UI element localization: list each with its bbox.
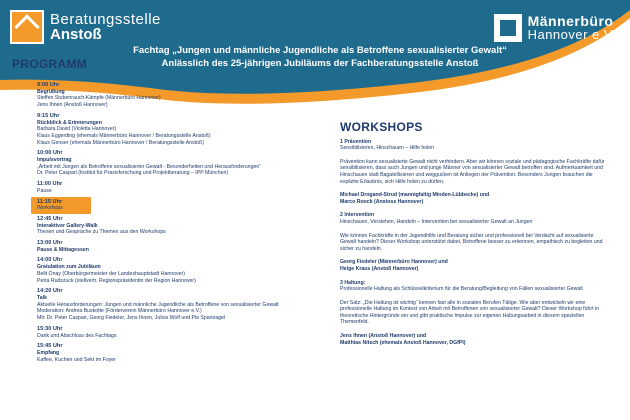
item-time: 14:00 Uhr [37,257,63,264]
programm-item [37,113,317,147]
item-line: Moderation: Andrea Buskotte (Förderverein Männerbüro Hannover e.V.) [37,308,202,315]
item-line: Pause [37,187,52,194]
item-line: Aktuelle Herausforderungen: Jungen und männliche Jugendliche als Betroffene von sexualisierter Gewalt [37,301,279,308]
item-title: Interaktiver Gallery-Walk [37,222,98,229]
workshop-description: Der Satz: „Die Haltung ist wichtig“ kennen fast alle in sozialen Berufen Tätige. Wie aber entwickeln wir eine professionelle Haltung im Kontext von Arbeit mit Betroffenen von sexualisierter Gewalt? Dieser Workshop führt in theoretische Hintergründe ein und gibt praktische Impulse zur eigenen Haltungsarbeit in diesem speziellen Themenfeld. [340,299,600,326]
workshop-presenters [340,192,610,205]
workshop-description: Prävention kann sexualisierte Gewalt nicht verhindern. Aber wir können soziale und pädagogische Fachkräfte dafür sensibilisieren, dass auch Jungen und junge Männer von sexualisierter Gewalt betroffen sind. Aufmerksamkeit und Hinschauen statt Bagatellisieren und weggucken ist Anliegen der Prävention. Besonders Jungen brauchen die explizite Erlaubnis, sich Hilfe holen zu dürfen. [340,158,605,185]
item-time: 9:15 Uhr [37,112,60,119]
item-time: 12:45 Uhr [37,215,63,222]
programm-item [37,82,317,109]
item-line: Steffen Stubenrauch-Kämpfe (Männerbüro Hannover) [37,95,161,102]
presenter-line: Matthias Nitsch (ehemals Anstoß Hannover, DGfPI) [340,339,466,346]
logo-left-line2: Anstoß [50,26,102,43]
page-title [110,44,530,70]
item-title: Pause & Mittagessen [37,246,89,253]
item-time: 15:30 Uhr [37,325,63,332]
item-time: 10:00 Uhr [37,150,63,157]
item-line: Belit Onay (Oberbürgermeister der Landeshauptstadt Hannover) [37,270,185,277]
programm-item [37,181,317,194]
item-title: Begrüßung [37,88,65,95]
logo-right-line1: Männerbüro [527,13,614,29]
presenter-line: Georg Fiedeler (Männerbüro Hannover) und [340,259,448,266]
presenter-line: Helge Kraus (Anstoß Hannover) [340,265,419,272]
item-time: 14:20 Uhr [37,288,63,295]
anstoss-logo [10,10,161,44]
item-line: Dr. Peter Caspari (Institut für Praxisforschung und Projektberatung – IPP München) [37,170,229,177]
item-line: Petra Rudszuck (stellvertr. Regionspräsidentin der Region Hannover) [37,277,196,284]
item-line: „Arbeit mit Jungen als Betroffene sexualisierter Gewalt - Besonderheiten und Herausforderungen“ [37,163,261,170]
workshop-item [340,280,610,293]
workshop-subtitle: Sensibilisieren, Hinschauen – Hilfe holen [340,145,435,152]
logo-right-line2: Hannover e.V. [527,27,616,42]
programm-item [37,150,317,177]
logo-left-line1: Beratungsstelle [50,11,161,28]
item-line: Mit: Dr. Peter Caspari, Georg Fiedeler, Jens Ihnen, Julius Wolf und Pia Spannagel [37,315,226,322]
item-line: Barbara David (Violetta Hannover) [37,126,117,133]
presenter-line: Marco Roock (Anstoss Hannover) [340,198,424,205]
workshops-heading: WORKSHOPS [340,120,423,134]
item-line: Thesen und Gespräche zu Themen aus den Workshops [37,229,166,236]
workshop-item [340,212,610,225]
title-line2: Anlässlich des 25-jährigen Jubiläums der Fachberatungsstelle Anstoß [161,58,479,69]
item-title: Rückblick & Erinnerungen [37,119,102,126]
title-line1: Fachtag „Jungen und männliche Jugendliche als Betroffene sexualisierter Gewalt“ [133,45,507,56]
workshop-item [340,139,610,152]
workshop-number: 2 Intervention [340,212,375,219]
workshop-subtitle: Hinschauen, Verstehen, Handeln – Intervention bei sexualisierter Gewalt an Jungen [340,218,533,225]
programm-item-highlight [37,199,317,212]
anstoss-logo-icon [10,10,44,44]
item-time: 11:00 Uhr [37,181,63,188]
programm-item [37,216,317,236]
programm-item [37,257,317,284]
item-line: Klaus Eggerding (ehemals Männerbüro Hannover / Beratungsstelle Anstoß) [37,132,211,139]
item-title: Gratulation zum Jubiläum [37,264,101,271]
item-title: Talk [37,294,47,301]
item-title: Impulsvortrag [37,157,72,164]
item-time: 11:15 Uhr [37,198,63,205]
item-time: 13:00 Uhr [37,240,63,247]
item-line: Kaffee, Kuchen und Sekt im Foyer [37,356,116,363]
programm-item [37,326,317,339]
item-title: Empfang [37,349,60,356]
presenter-line: Michael Drogand-Strud (mannigfaltig Minden-Lübbecke) und [340,192,490,199]
workshop-subtitle: Professionelle Haltung als Schlüsselkriterium für die Beratung/Begleitung von Fällen sexualisierter Gewalt [340,286,583,293]
presenter-line: Jens Ihnen (Anstoß Hannover) und [340,333,427,340]
programm-list [37,80,317,367]
workshop-number: 1 Prävention [340,138,372,145]
programm-item [37,343,317,363]
item-line: Dank und Abschluss des Fachtags [37,332,117,339]
maennerbuero-logo [494,14,616,42]
workshop-presenters [340,259,610,272]
item-line: Klaus Genser (ehemals Männerbüro Hannover / Beratungsstelle Anstoß) [37,139,204,146]
programm-item [37,288,317,322]
item-time: 15:45 Uhr [37,343,63,350]
item-line: Jens Ihnen (Anstoß Hannover) [37,102,108,109]
programm-heading: PROGRAMM [12,57,88,71]
item-line: Workshops [37,205,63,212]
workshop-description: Wie können Fachkräfte in der Jugendhilfe und Beratung sicher und professionell bei Verdacht auf sexualisierte Gewalt handeln? Dieser Workshop unterstützt dabei, Betroffene besser zu erkennen, empathisch zu begleiten und sicher zu handeln. [340,232,603,252]
workshops-section [340,120,610,353]
maennerbuero-logo-icon [494,14,522,42]
workshop-number: 3 Haltung: [340,279,366,286]
item-time: 9:00 Uhr [37,82,60,88]
programm-item [37,240,317,253]
workshop-presenters [340,333,610,346]
